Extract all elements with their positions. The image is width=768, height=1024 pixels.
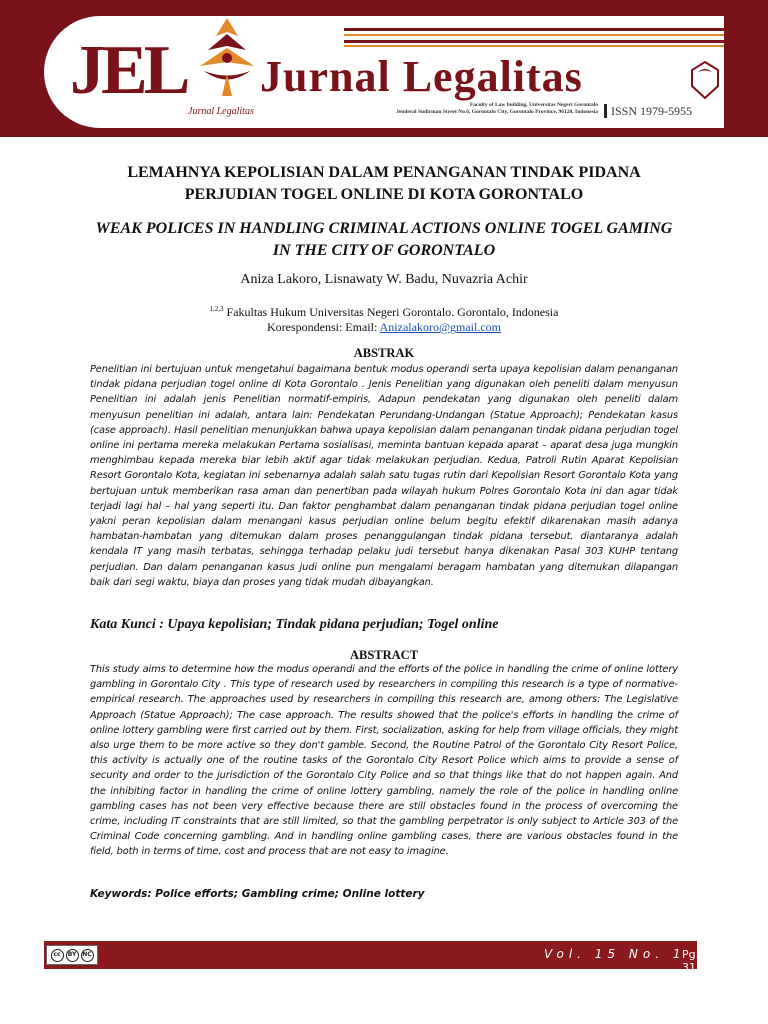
title-line: WEAK POLICES IN HANDLING CRIMINAL ACTIONS ONLINE TOGEL GAMING [95,220,673,237]
by-icon: BY [66,949,79,962]
ornament-icon [194,16,260,98]
affiliation-line [60,302,708,320]
banner-card [44,16,724,128]
page-number: Pg. 31 [682,948,700,974]
faculty-address-line: Jenderal Sudirman Street No.6, Gorontalo City, Gorontalo Province, 96128, Indonesia [396,109,598,115]
title-line: LEMAHNYA KEPOLISIAN DALAM PENANGANAN TINDAK PIDANA [127,164,641,181]
cc-license-badge[interactable] [46,945,98,965]
journal-title: Jurnal Legalitas [260,52,583,101]
jel-logo: JEL [70,32,187,109]
nc-icon: NC [81,949,94,962]
article-title-indonesian [60,162,708,206]
issn-label: ISSN 1979-5955 [604,104,692,118]
title-line: PERJUDIAN TOGEL ONLINE DI KOTA GORONTALO [184,186,584,203]
banner-stripe [344,40,724,43]
affiliation-block [60,302,708,335]
faculty-address [384,102,598,116]
affiliation-superscript: 1,2,3 [209,305,224,313]
correspondence-label: Korespondensi: Email: [266,320,380,334]
title-line: IN THE CITY OF GORONTALO [272,242,496,259]
page-footer [44,941,700,974]
abstract-heading: ABSTRACT [349,648,419,662]
banner-stripe [344,45,724,47]
abstrak-text: Penelitian ini bertujuan untuk mengetahui bagaimana bentuk modus operandi serta upaya kepolisian dalam penanganan tindak pidana perjudian togel online di Kota Gorontalo . Jenis Penelitian yang digunakan oleh peneliti dalam menyusun Penelitian ini adalah jenis Penelitian normatif-empiris, Adapun pendekatan yang digunakan oleh peneliti dalam menyusun penelitian ini adalah, antara lain: Pendekatan Perundang-Undangan (Statue Approach); Pendekatan kasus (case approach). Hasil penelitian menunjukkan bahwa upaya kepolisian dalam penanganan tindak pidana perjudian togel online ini pertama mereka melakukan Pertama sosialisasi, meminta bantuan kepada aparat – aparat desa juga mungkin menghimbau kepada mereka biar lebih aktif agar tidak melakukan perjudian. Kedua, Patroli Rutin Aparat Kepolisian Resort Gorontalo Kota, kegiatan ini sebenarnya adalah salah satu tugas rutin dari Kepolisian Resort Gorontalo Kota yang bertujuan untuk memberikan rasa aman dan penertiban pada wilayah hukum Polres Gorontalo Kota ini dan agar tidak terjadi lagi hal – hal yang seperti itu. Dan faktor penghambat dalam penanganan tindak pidana perjudian togel online yakni peran kepolisian dalam menangani kasus perjudian online belum begitu efektif dikarenakan masih adanya hambatan-hambatan yang ditemukan dalam proses penanggulangan tindak pidana tersebut, diantaranya adalah kendala IT yang masih terbatas, sehingga terhadap pelaku judi tersebut hanya dikenakan Pasal 303 KUHP tentang perjudian. Dan dalam penanganan kasus judi online pun mengalami beragam hambatan yang ditemukan dilapangan baik dari segi waktu, biaya dan proses yang tidak mudah dibayangkan. [90,364,678,588]
faculty-address-line: Faculty of Law building, Universitas Negeri Gorontalo [469,102,598,108]
article-title-english [60,218,708,262]
affiliation-text: Fakultas Hukum Universitas Negeri Gorontalo. Gorontalo, Indonesia [223,305,559,319]
volume-label: Vol. 15 No. 1 [544,947,686,961]
journal-banner [0,0,768,137]
abstract-text: This study aims to determine how the modus operandi and the efforts of the police in handling the crime of online lottery gambling in Gorontalo City . This type of research used by researchers in compiling this research is a type of normative-empirical research. The approaches used by researchers in compiling this research are, among others: The Legislative Approach (Statue Approach); The case approach. The results showed that the police's efforts in handling the crime of online lottery gambling were first carried out by them. First, socialization, asking for help from village officials, they might also urge them to be more active so they don't gamble. Second, the Routine Patrol of the Gorontalo City Resort Police, this activity is actually one of the routine tasks of the Gorontalo City Resort Police which aims to provide a sense of security and order to the jurisdiction of the Gorontalo City Police and so that things like that do not happen again. And the inhibiting factor in handling the crime of online lottery gambling, namely the role of the police in handling online gambling cases has not been very effective because there are still obstacles found in the process of overcoming the crime, including IT constraints that are still limited, so that the gambling perpetrator is only subject to Article 303 of the Criminal Code concerning gambling. And in handling online gambling cases, there are various obstacles found in the field, both in terms of time, cost and process that are not easy to imagine. [90,664,678,858]
banner-stripe [344,34,724,36]
journal-signature: Jurnal Legalitas [188,106,254,117]
abstrak-heading: ABSTRAK [353,346,415,360]
banner-stripe [344,28,724,31]
email-link[interactable]: Anizalakoro@gmail.com [379,320,501,334]
correspondence-line [60,320,708,335]
author-list: Aniza Lakoro, Lisnawaty W. Badu, Nuvazria Achir [240,272,528,287]
keywords: Keywords: Police efforts; Gambling crime; Online lottery [90,888,425,900]
university-logo-icon [690,60,720,100]
kata-kunci: Kata Kunci : Upaya kepolisian; Tindak pidana perjudian; Togel online [90,617,499,632]
cc-icon: cc [51,949,64,962]
